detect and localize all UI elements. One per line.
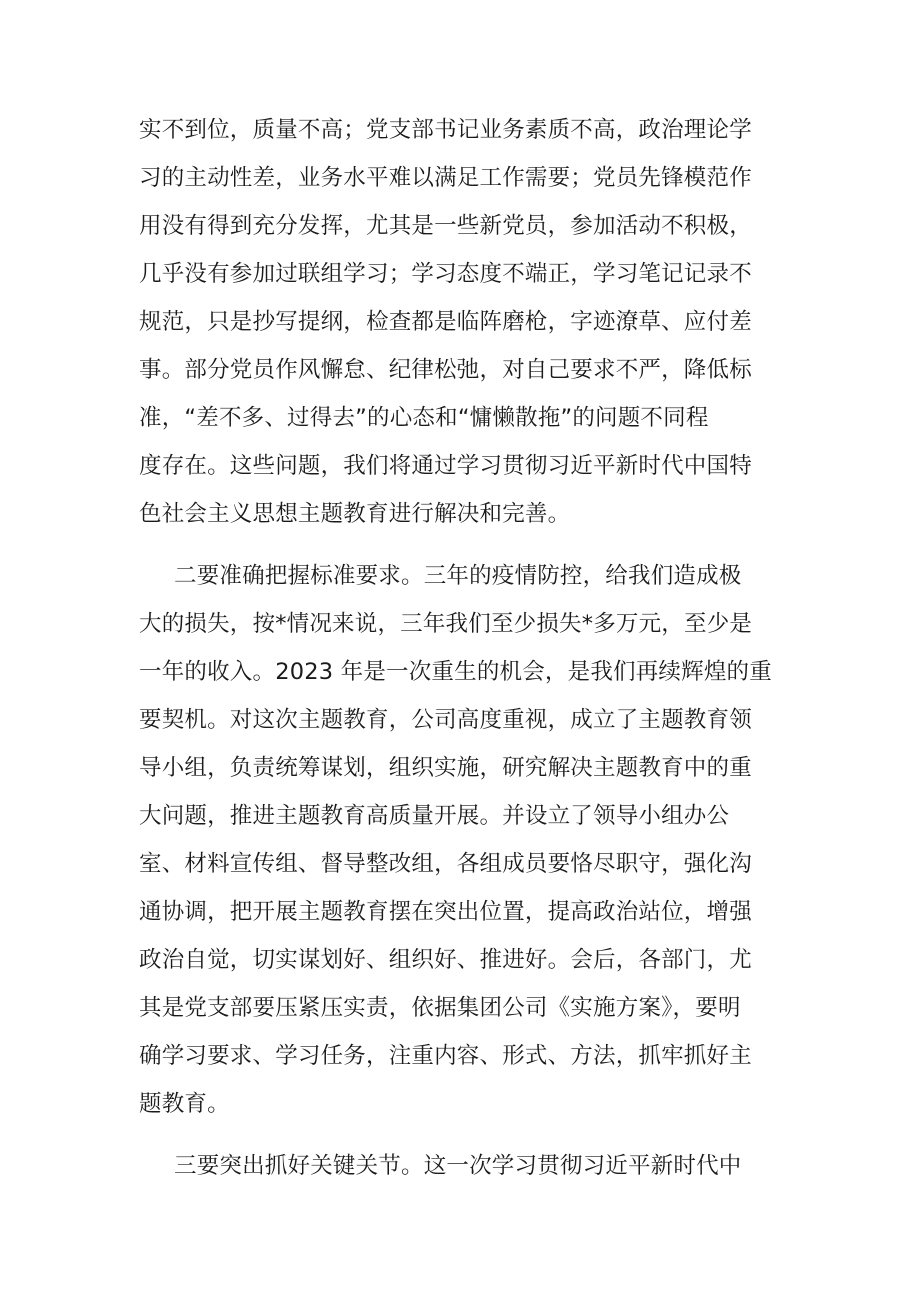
text-line: 题教育。 xyxy=(139,1091,230,1117)
text-line: 确学习要求、学习任务，注重内容、形式、方法，抓牢抓好主 xyxy=(139,1043,752,1069)
text-line: 实不到位，质量不高；党支部书记业务素质不高，政治理论学 xyxy=(139,117,752,143)
text-line: 规范，只是抄写提纲，检查都是临阵磨枪，字迹潦草、应付差 xyxy=(139,309,752,335)
paragraph-first-line: 三要突出抓好关键关节。这一次学习贯彻习近平新时代中 xyxy=(174,1153,742,1179)
text-line: 政治自觉，切实谋划好、组织好、推进好。会后，各部门，尤 xyxy=(139,947,752,973)
paragraph-first-line: 二要准确把握标准要求。三年的疫情防控，给我们造成极 xyxy=(174,563,742,589)
text-line: 其是党支部要压紧压实责，依据集团公司《实施方案》，要明 xyxy=(139,995,741,1021)
text-line: 一年的收入。2023 年是一次重生的机会，是我们再续辉煌的重 xyxy=(139,659,772,685)
text-line: 要契机。对这次主题教育，公司高度重视，成立了主题教育领 xyxy=(139,707,752,733)
text-line: 几乎没有参加过联组学习；学习态度不端正，学习笔记记录不 xyxy=(139,261,752,287)
text-line: 室、材料宣传组、督导整改组，各组成员要恪尽职守，强化沟 xyxy=(139,851,752,877)
text-line: 事。部分党员作风懈怠、纪律松弛，对自己要求不严，降低标 xyxy=(139,357,752,383)
text-line: 通协调，把开展主题教育摆在突出位置，提高政治站位，增强 xyxy=(139,899,752,925)
text-line: 大问题，推进主题教育高质量开展。并设立了领导小组办公 xyxy=(139,803,730,829)
text-line: 色社会主义思想主题教育进行解决和完善。 xyxy=(139,501,571,527)
text-line: 用没有得到充分发挥，尤其是一些新党员，参加活动不积极， xyxy=(139,213,752,239)
text-line: 习的主动性差，业务水平难以满足工作需要；党员先锋模范作 xyxy=(139,165,752,191)
text-line: 大的损失，按*情况来说，三年我们至少损失*多万元，至少是 xyxy=(139,611,753,637)
text-line: 导小组，负责统筹谋划，组织实施，研究解决主题教育中的重 xyxy=(139,755,752,781)
text-line: 度存在。这些问题，我们将通过学习贯彻习近平新时代中国特 xyxy=(139,453,752,479)
text-line: 准，“差不多、过得去”的心态和“慵懒散拖”的问题不同程 xyxy=(139,405,709,431)
